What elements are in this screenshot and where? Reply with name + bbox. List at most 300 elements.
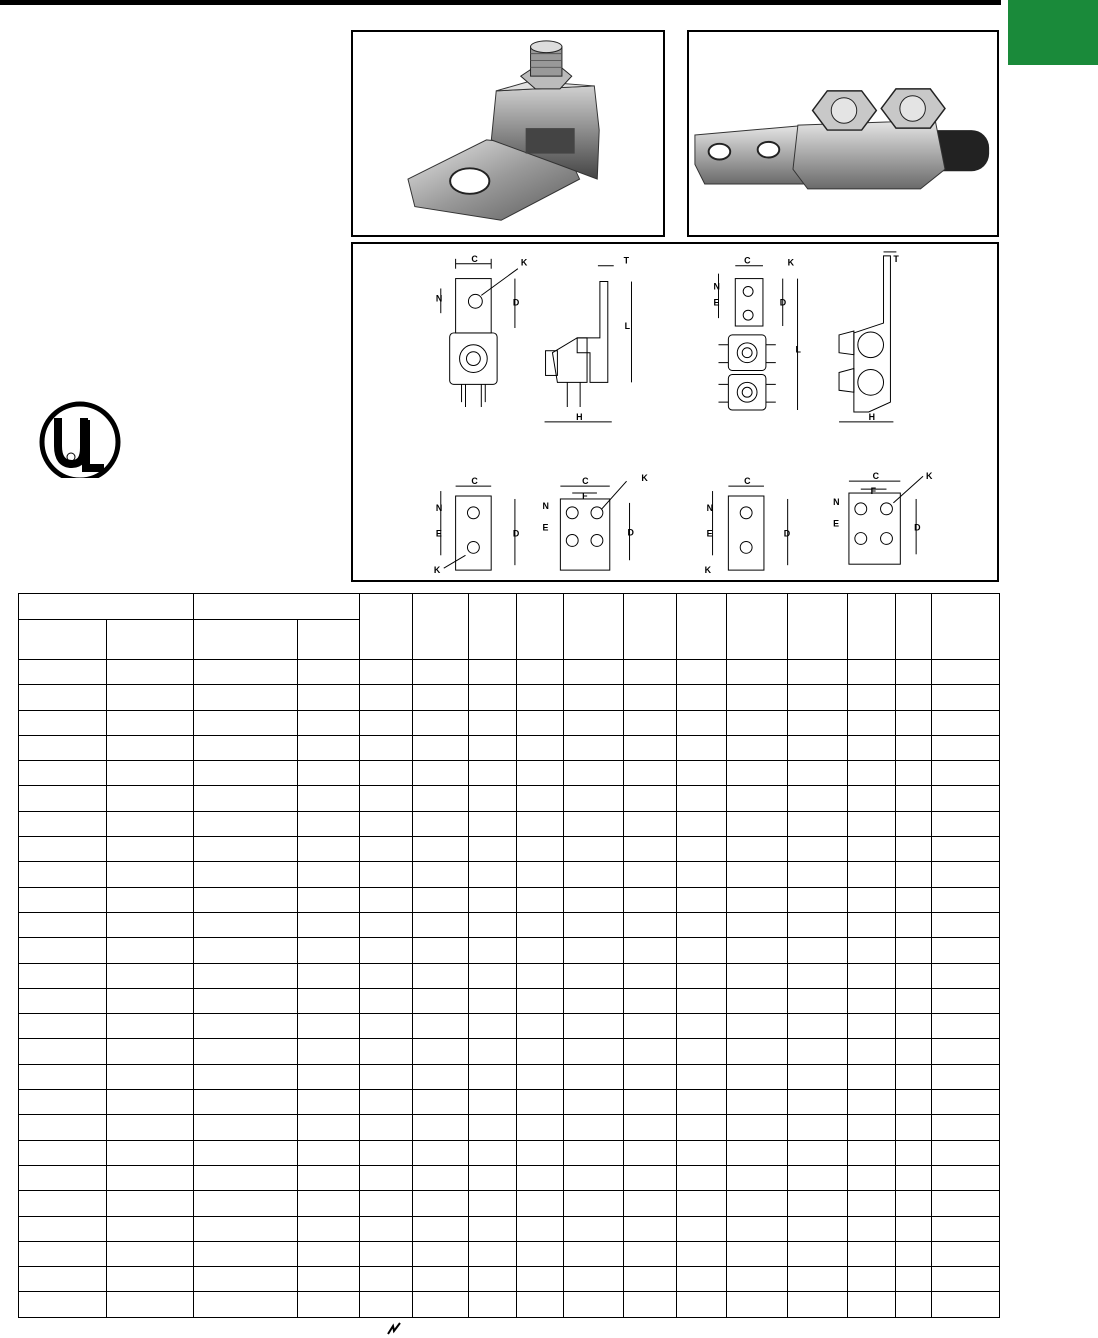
table-cell xyxy=(932,1191,1000,1216)
table-cell xyxy=(624,685,677,710)
table-cell xyxy=(413,1191,469,1216)
table-cell xyxy=(677,887,727,912)
table-cell xyxy=(107,1267,194,1292)
table-cell xyxy=(896,1292,932,1318)
table-cell xyxy=(469,761,517,786)
table-cell xyxy=(788,1039,848,1064)
table-cell xyxy=(469,1165,517,1190)
table-cell xyxy=(848,837,896,862)
section-tab-marker xyxy=(1008,0,1098,65)
table-cell xyxy=(677,862,727,887)
dim-label-c-4: C xyxy=(582,476,589,487)
table-cell xyxy=(194,1039,298,1064)
dim-label-e-2: E xyxy=(713,297,720,308)
table-cell xyxy=(107,963,194,988)
dim-label-k-3: K xyxy=(433,565,441,576)
table-cell xyxy=(107,1191,194,1216)
table-cell xyxy=(727,1216,788,1241)
table-cell xyxy=(848,1039,896,1064)
table-cell xyxy=(932,988,1000,1013)
table-cell xyxy=(19,837,107,862)
table-cell xyxy=(298,887,360,912)
table-cell xyxy=(360,1140,413,1165)
table-cell xyxy=(517,735,564,760)
table-row xyxy=(19,887,1000,912)
table-cell xyxy=(298,1216,360,1241)
table-cell xyxy=(298,1039,360,1064)
table-cell xyxy=(564,1191,624,1216)
table-cell xyxy=(848,710,896,735)
table-cell xyxy=(848,685,896,710)
table-cell xyxy=(194,1267,298,1292)
table-cell xyxy=(788,963,848,988)
table-cell xyxy=(469,1191,517,1216)
table-cell xyxy=(360,1064,413,1089)
table-cell xyxy=(727,685,788,710)
table-cell xyxy=(624,1115,677,1140)
table-cell xyxy=(896,1216,932,1241)
table-cell xyxy=(727,1014,788,1039)
table-cell xyxy=(469,1090,517,1115)
table-header-cell xyxy=(624,594,677,660)
table-cell xyxy=(469,735,517,760)
table-cell xyxy=(194,988,298,1013)
table-header-cell xyxy=(413,594,469,660)
table-cell xyxy=(677,837,727,862)
table-cell xyxy=(932,1216,1000,1241)
table-cell xyxy=(624,887,677,912)
table-cell xyxy=(677,761,727,786)
table-cell xyxy=(727,963,788,988)
table-row xyxy=(19,1014,1000,1039)
table-cell xyxy=(107,735,194,760)
table-cell xyxy=(624,660,677,685)
table-cell xyxy=(896,912,932,937)
table-cell xyxy=(517,837,564,862)
table-cell xyxy=(896,1241,932,1266)
table-cell xyxy=(298,1267,360,1292)
table-cell xyxy=(469,837,517,862)
table-cell xyxy=(194,685,298,710)
table-cell xyxy=(564,938,624,963)
dim-label-c-2: C xyxy=(744,255,751,266)
table-cell xyxy=(19,963,107,988)
table-cell xyxy=(19,1115,107,1140)
table-cell xyxy=(727,1241,788,1266)
table-cell xyxy=(517,761,564,786)
table-cell xyxy=(517,1014,564,1039)
two-barrel-lug-icon xyxy=(689,32,997,235)
table-cell xyxy=(564,1292,624,1318)
dim-label-n-4: N xyxy=(542,500,549,511)
dim-label-l: L xyxy=(624,320,631,331)
table-cell xyxy=(848,1014,896,1039)
table-cell xyxy=(19,710,107,735)
table-cell xyxy=(932,1039,1000,1064)
table-cell xyxy=(194,710,298,735)
table-cell xyxy=(727,988,788,1013)
table-cell xyxy=(788,710,848,735)
table-header-cell xyxy=(848,594,896,660)
table-cell xyxy=(469,912,517,937)
table-row xyxy=(19,1216,1000,1241)
table-row xyxy=(19,1292,1000,1318)
table-cell xyxy=(517,1039,564,1064)
table-cell xyxy=(19,1064,107,1089)
table-cell xyxy=(932,786,1000,811)
table-cell xyxy=(727,1064,788,1089)
table-cell xyxy=(727,887,788,912)
table-cell xyxy=(848,1064,896,1089)
table-cell xyxy=(677,1140,727,1165)
table-cell xyxy=(727,811,788,836)
table-cell xyxy=(413,988,469,1013)
table-cell xyxy=(298,685,360,710)
table-cell xyxy=(517,710,564,735)
table-cell xyxy=(19,1292,107,1318)
table-cell xyxy=(932,761,1000,786)
table-cell xyxy=(788,1191,848,1216)
table-cell xyxy=(896,1014,932,1039)
dim-label-d: D xyxy=(512,297,520,308)
table-row xyxy=(19,1241,1000,1266)
dim-label-n-5: N xyxy=(706,502,714,513)
table-cell xyxy=(677,1267,727,1292)
table-cell xyxy=(896,735,932,760)
table-cell xyxy=(727,1115,788,1140)
table-cell xyxy=(624,710,677,735)
table-cell xyxy=(194,912,298,937)
table-cell xyxy=(727,1292,788,1318)
table-cell xyxy=(469,811,517,836)
table-cell xyxy=(788,786,848,811)
table-cell xyxy=(107,837,194,862)
table-cell xyxy=(564,1267,624,1292)
table-cell xyxy=(469,862,517,887)
table-cell xyxy=(360,887,413,912)
table-cell xyxy=(727,938,788,963)
table-cell xyxy=(896,786,932,811)
table-cell xyxy=(727,862,788,887)
dim-label-k-5: K xyxy=(704,565,712,576)
table-cell xyxy=(848,988,896,1013)
table-cell xyxy=(469,1292,517,1318)
table-cell xyxy=(932,685,1000,710)
table-cell xyxy=(932,1241,1000,1266)
table-cell xyxy=(564,912,624,937)
table-cell xyxy=(469,1064,517,1089)
dim-label-f-4: F xyxy=(582,490,588,501)
table-cell xyxy=(194,1014,298,1039)
table-cell xyxy=(19,887,107,912)
dim-label-d-4: D xyxy=(627,527,634,538)
table-cell xyxy=(677,912,727,937)
table-header-cell xyxy=(469,594,517,660)
table-header-cell xyxy=(727,594,788,660)
table-cell xyxy=(788,1064,848,1089)
table-cell xyxy=(298,1014,360,1039)
table-cell xyxy=(413,1014,469,1039)
table-cell xyxy=(469,1115,517,1140)
table-cell xyxy=(107,1064,194,1089)
lightning-bolt-icon xyxy=(386,1322,402,1336)
table-cell xyxy=(848,735,896,760)
table-cell xyxy=(896,761,932,786)
table-cell xyxy=(517,862,564,887)
table-cell xyxy=(517,963,564,988)
table-cell xyxy=(413,1241,469,1266)
table-header-row-1 xyxy=(19,594,1000,620)
table-cell xyxy=(848,963,896,988)
table-cell xyxy=(298,710,360,735)
table-cell xyxy=(896,710,932,735)
table-cell xyxy=(469,1014,517,1039)
table-cell xyxy=(194,1140,298,1165)
table-cell xyxy=(677,1090,727,1115)
table-cell xyxy=(360,1039,413,1064)
table-cell xyxy=(469,887,517,912)
table-cell xyxy=(624,912,677,937)
table-cell xyxy=(517,1140,564,1165)
table-cell xyxy=(624,786,677,811)
dim-label-t: T xyxy=(623,255,630,266)
table-cell xyxy=(298,1165,360,1190)
table-cell xyxy=(19,761,107,786)
table-cell xyxy=(624,988,677,1013)
table-row xyxy=(19,938,1000,963)
table-cell xyxy=(624,963,677,988)
table-cell xyxy=(564,1090,624,1115)
table-cell xyxy=(413,963,469,988)
table-cell xyxy=(727,660,788,685)
table-cell xyxy=(896,811,932,836)
table-header-cell xyxy=(564,594,624,660)
table-cell xyxy=(788,811,848,836)
table-cell xyxy=(19,1191,107,1216)
table-cell xyxy=(624,1241,677,1266)
table-cell xyxy=(107,1292,194,1318)
table-row xyxy=(19,1090,1000,1115)
table-cell xyxy=(932,1267,1000,1292)
table-cell xyxy=(896,660,932,685)
table-cell xyxy=(848,912,896,937)
table-cell xyxy=(564,837,624,862)
table-cell xyxy=(932,1090,1000,1115)
table-row xyxy=(19,710,1000,735)
table-cell xyxy=(19,735,107,760)
table-cell xyxy=(788,1014,848,1039)
table-cell xyxy=(896,988,932,1013)
table-cell xyxy=(932,1064,1000,1089)
table-cell xyxy=(413,912,469,937)
table-cell xyxy=(932,837,1000,862)
table-cell xyxy=(727,1165,788,1190)
table-cell xyxy=(413,1267,469,1292)
table-cell xyxy=(932,1165,1000,1190)
table-cell xyxy=(896,1115,932,1140)
table-cell xyxy=(19,811,107,836)
table-cell xyxy=(788,761,848,786)
table-cell xyxy=(413,660,469,685)
table-cell xyxy=(788,1115,848,1140)
table-cell xyxy=(107,1090,194,1115)
table-row xyxy=(19,811,1000,836)
dim-label-e-3: E xyxy=(435,528,442,539)
table-cell xyxy=(517,1165,564,1190)
table-cell xyxy=(896,887,932,912)
table-cell xyxy=(107,862,194,887)
table-row xyxy=(19,1267,1000,1292)
table-cell xyxy=(564,735,624,760)
table-cell xyxy=(848,1292,896,1318)
dim-label-k-6: K xyxy=(926,471,933,482)
table-cell xyxy=(107,811,194,836)
table-cell xyxy=(624,1090,677,1115)
table-cell xyxy=(298,1090,360,1115)
table-cell xyxy=(194,1115,298,1140)
table-cell xyxy=(298,862,360,887)
table-cell xyxy=(298,837,360,862)
table-cell xyxy=(848,1241,896,1266)
table-cell xyxy=(413,710,469,735)
table-cell xyxy=(194,1090,298,1115)
table-cell xyxy=(19,862,107,887)
table-cell xyxy=(360,837,413,862)
table-cell xyxy=(360,1267,413,1292)
table-row xyxy=(19,1191,1000,1216)
table-cell xyxy=(517,1292,564,1318)
table-cell xyxy=(677,1241,727,1266)
table-cell xyxy=(788,862,848,887)
table-cell xyxy=(107,938,194,963)
table-cell xyxy=(194,938,298,963)
table-cell xyxy=(19,1267,107,1292)
table-cell xyxy=(298,938,360,963)
table-cell xyxy=(107,786,194,811)
table-cell xyxy=(564,887,624,912)
table-cell xyxy=(624,735,677,760)
table-cell xyxy=(932,938,1000,963)
table-cell xyxy=(896,1090,932,1115)
table-cell xyxy=(848,1140,896,1165)
table-cell xyxy=(677,1165,727,1190)
table-cell xyxy=(848,938,896,963)
table-cell xyxy=(727,1140,788,1165)
table-cell xyxy=(788,912,848,937)
table-cell xyxy=(194,887,298,912)
table-cell xyxy=(788,1267,848,1292)
table-cell xyxy=(848,660,896,685)
table-cell xyxy=(624,761,677,786)
table-cell xyxy=(19,1241,107,1266)
table-cell xyxy=(677,811,727,836)
dim-label-e-6: E xyxy=(833,518,840,529)
dim-label-k-4: K xyxy=(641,473,648,484)
dim-label-h: H xyxy=(576,411,583,422)
table-cell xyxy=(624,938,677,963)
table-cell xyxy=(677,1216,727,1241)
table-cell xyxy=(298,1241,360,1266)
dim-label-e-4: E xyxy=(542,522,549,533)
table-cell xyxy=(413,786,469,811)
table-cell xyxy=(788,1216,848,1241)
table-row xyxy=(19,1039,1000,1064)
table-row xyxy=(19,1165,1000,1190)
table-cell xyxy=(469,685,517,710)
table-cell xyxy=(360,1090,413,1115)
table-cell xyxy=(624,1292,677,1318)
table-row xyxy=(19,685,1000,710)
table-cell xyxy=(624,837,677,862)
dim-label-t-2: T xyxy=(893,253,899,264)
table-cell xyxy=(298,761,360,786)
table-cell xyxy=(624,1064,677,1089)
table-cell xyxy=(564,685,624,710)
table-cell xyxy=(517,1267,564,1292)
table-cell xyxy=(788,685,848,710)
table-cell xyxy=(194,862,298,887)
table-cell xyxy=(19,685,107,710)
dimension-drawings-svg xyxy=(353,244,997,580)
dim-label-c-3: C xyxy=(471,476,478,487)
table-cell xyxy=(932,887,1000,912)
table-cell xyxy=(469,710,517,735)
table-cell xyxy=(19,938,107,963)
table-cell xyxy=(194,1216,298,1241)
table-subheader-cell xyxy=(19,620,107,660)
table-cell xyxy=(298,660,360,685)
table-cell xyxy=(677,1039,727,1064)
table-cell xyxy=(194,660,298,685)
table-cell xyxy=(360,660,413,685)
table-cell xyxy=(624,1039,677,1064)
table-cell xyxy=(19,912,107,937)
table-cell xyxy=(727,710,788,735)
table-cell xyxy=(848,887,896,912)
table-cell xyxy=(517,1216,564,1241)
table-cell xyxy=(896,963,932,988)
table-cell xyxy=(19,660,107,685)
table-cell xyxy=(298,1191,360,1216)
table-cell xyxy=(727,735,788,760)
table-cell xyxy=(107,1014,194,1039)
table-cell xyxy=(360,862,413,887)
table-cell xyxy=(848,811,896,836)
table-cell xyxy=(19,786,107,811)
table-cell xyxy=(413,1292,469,1318)
dim-label-c: C xyxy=(471,253,478,264)
table-cell xyxy=(896,938,932,963)
table-cell xyxy=(932,1014,1000,1039)
table-cell xyxy=(413,837,469,862)
table-cell xyxy=(413,1165,469,1190)
dim-label-n-2: N xyxy=(713,281,720,292)
table-cell xyxy=(564,1165,624,1190)
table-cell xyxy=(517,887,564,912)
table-cell xyxy=(107,1216,194,1241)
table-cell xyxy=(298,988,360,1013)
table-cell xyxy=(298,1115,360,1140)
table-cell xyxy=(360,1241,413,1266)
table-cell xyxy=(517,1064,564,1089)
table-cell xyxy=(848,1216,896,1241)
table-cell xyxy=(107,685,194,710)
table-header-group-1 xyxy=(19,594,194,620)
table-cell xyxy=(677,1064,727,1089)
table-cell xyxy=(896,685,932,710)
table-cell xyxy=(564,1039,624,1064)
table-cell xyxy=(564,710,624,735)
